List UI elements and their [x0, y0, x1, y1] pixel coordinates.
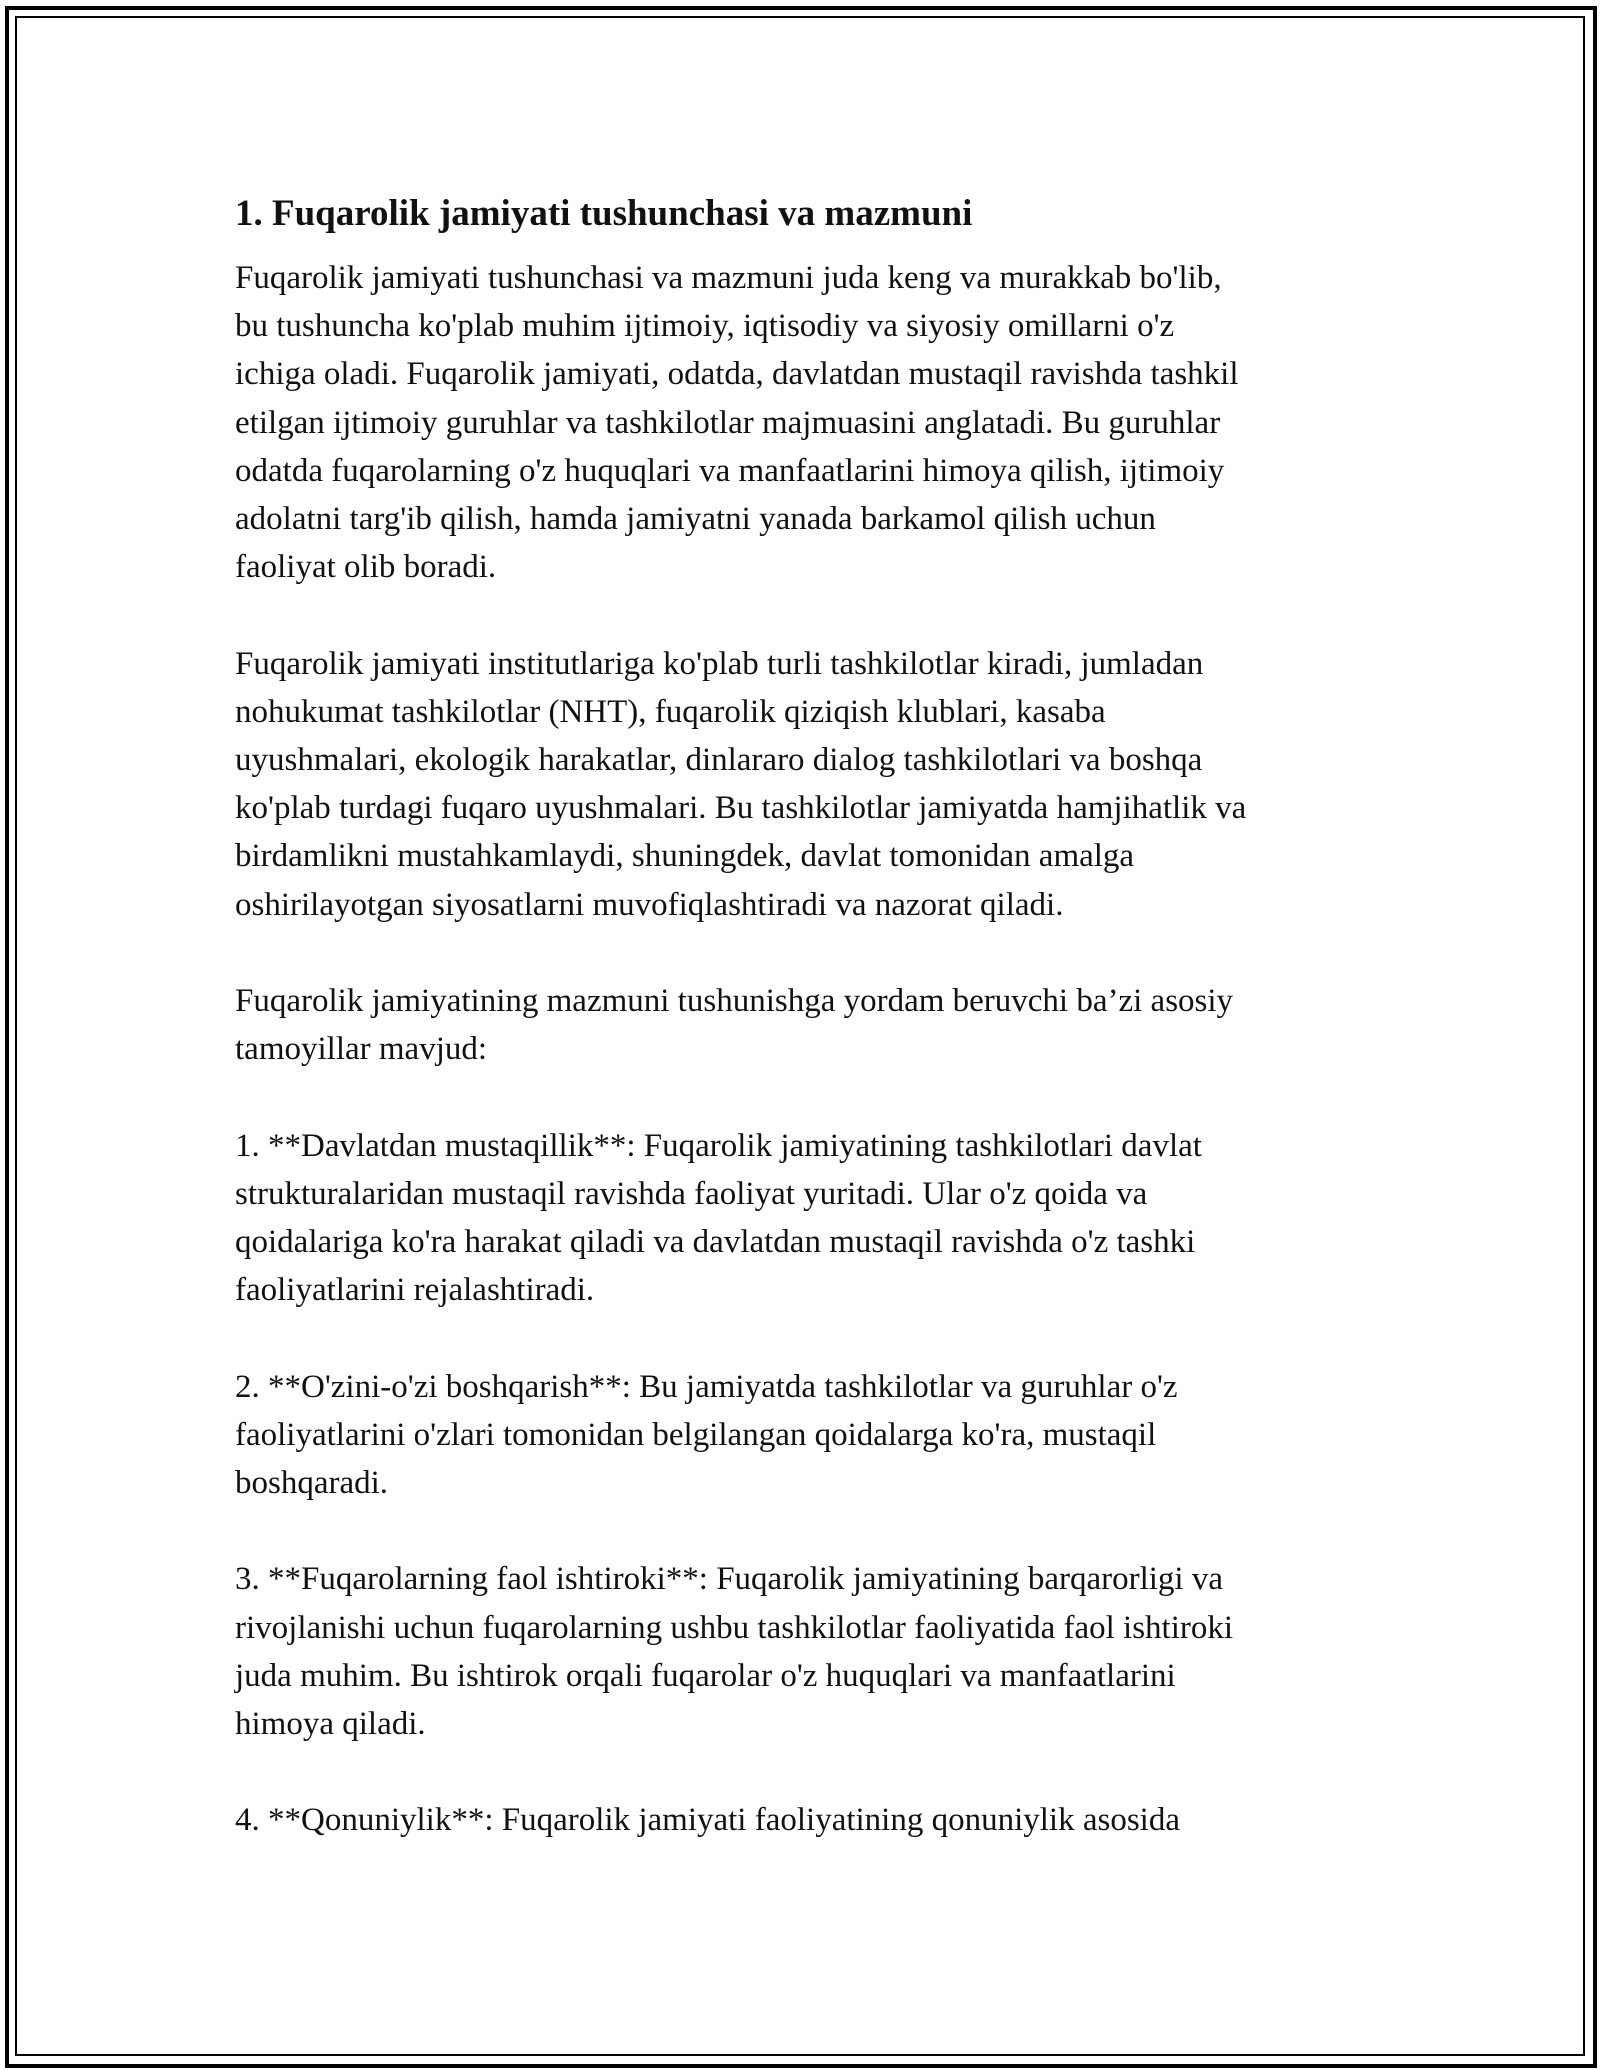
list-item-independence: 1. **Davlatdan mustaqillik**: Fuqarolik jamiyatining tashkilotlari davlat strukturalaridan mustaqil ravishda faoliyat yuritadi. Ular o'z qoida va qoidalariga ko'ra harakat qiladi va davlatdan mustaqil ravishda o'z tashki faoliyatlarini rejalashtiradi. [235, 1127, 1202, 1309]
list-item-participation: 3. **Fuqarolarning faol ishtiroki**: Fuqarolik jamiyatining barqarorligi va rivojlanishi uchun fuqarolarning ushbu tashkilotlar faoliyatida faol ishtiroki juda muhim. Bu ishtirok orqali fuqarolar o'z huquqlari va manfaatlarini himoya qiladi. [235, 1561, 1234, 1743]
document-body [235, 188, 1365, 1845]
paragraph-principles-intro: Fuqarolik jamiyatining mazmuni tushunishga yordam beruvchi ba’zi asosiy tamoyillar mavjud: [235, 983, 1234, 1068]
paragraph-institutions: Fuqarolik jamiyati institutlariga ko'plab turli tashkilotlar kiradi, jumladan nohukumat tashkilotlar (NHT), fuqarolik qiziqish klublari, kasaba uyushmalari, ekologik harakatlar, dinlararo dialog tashkilotlari va boshqa ko'plab turdagi fuqaro uyushmalari. Bu tashkilotlar jamiyatda hamjihatlik va birdamlikni mustahkamlaydi, shuningdek, davlat tomonidan amalga oshirilayotgan siyosatlarni muvofiqlashtiradi va nazorat qiladi. [235, 645, 1247, 923]
section-title: 1. Fuqarolik jamiyati tushunchasi va mazmuni [235, 193, 973, 234]
list-item-legality: 4. **Qonuniylik**: Fuqarolik jamiyati faoliyatining qonuniylik asosida [235, 1802, 1180, 1839]
paragraph-definition: Fuqarolik jamiyati tushunchasi va mazmuni juda keng va murakkab bo'lib, bu tushuncha ko'plab muhim ijtimoiy, iqtisodiy va siyosiy omillarni o'z ichiga oladi. Fuqarolik jamiyati, odatda, davlatdan mustaqil ravishda tashkil etilgan ijtimoiy guruhlar va tashkilotlar majmuasini anglatadi. Bu guruhlar odatda fuqarolarning o'z huquqlari va manfaatlarini himoya qilish, ijtimoiy adolatni targ'ib qilish, hamda jamiyatni yanada barkamol qilish uchun faoliyat olib boradi. [235, 260, 1239, 586]
list-item-self-government: 2. **O'zini-o'zi boshqarish**: Bu jamiyatda tashkilotlar va guruhlar o'z faoliyatlarini o'zlari tomonidan belgilangan qoidalarga ko'ra, mustaqil boshqaradi. [235, 1368, 1178, 1502]
